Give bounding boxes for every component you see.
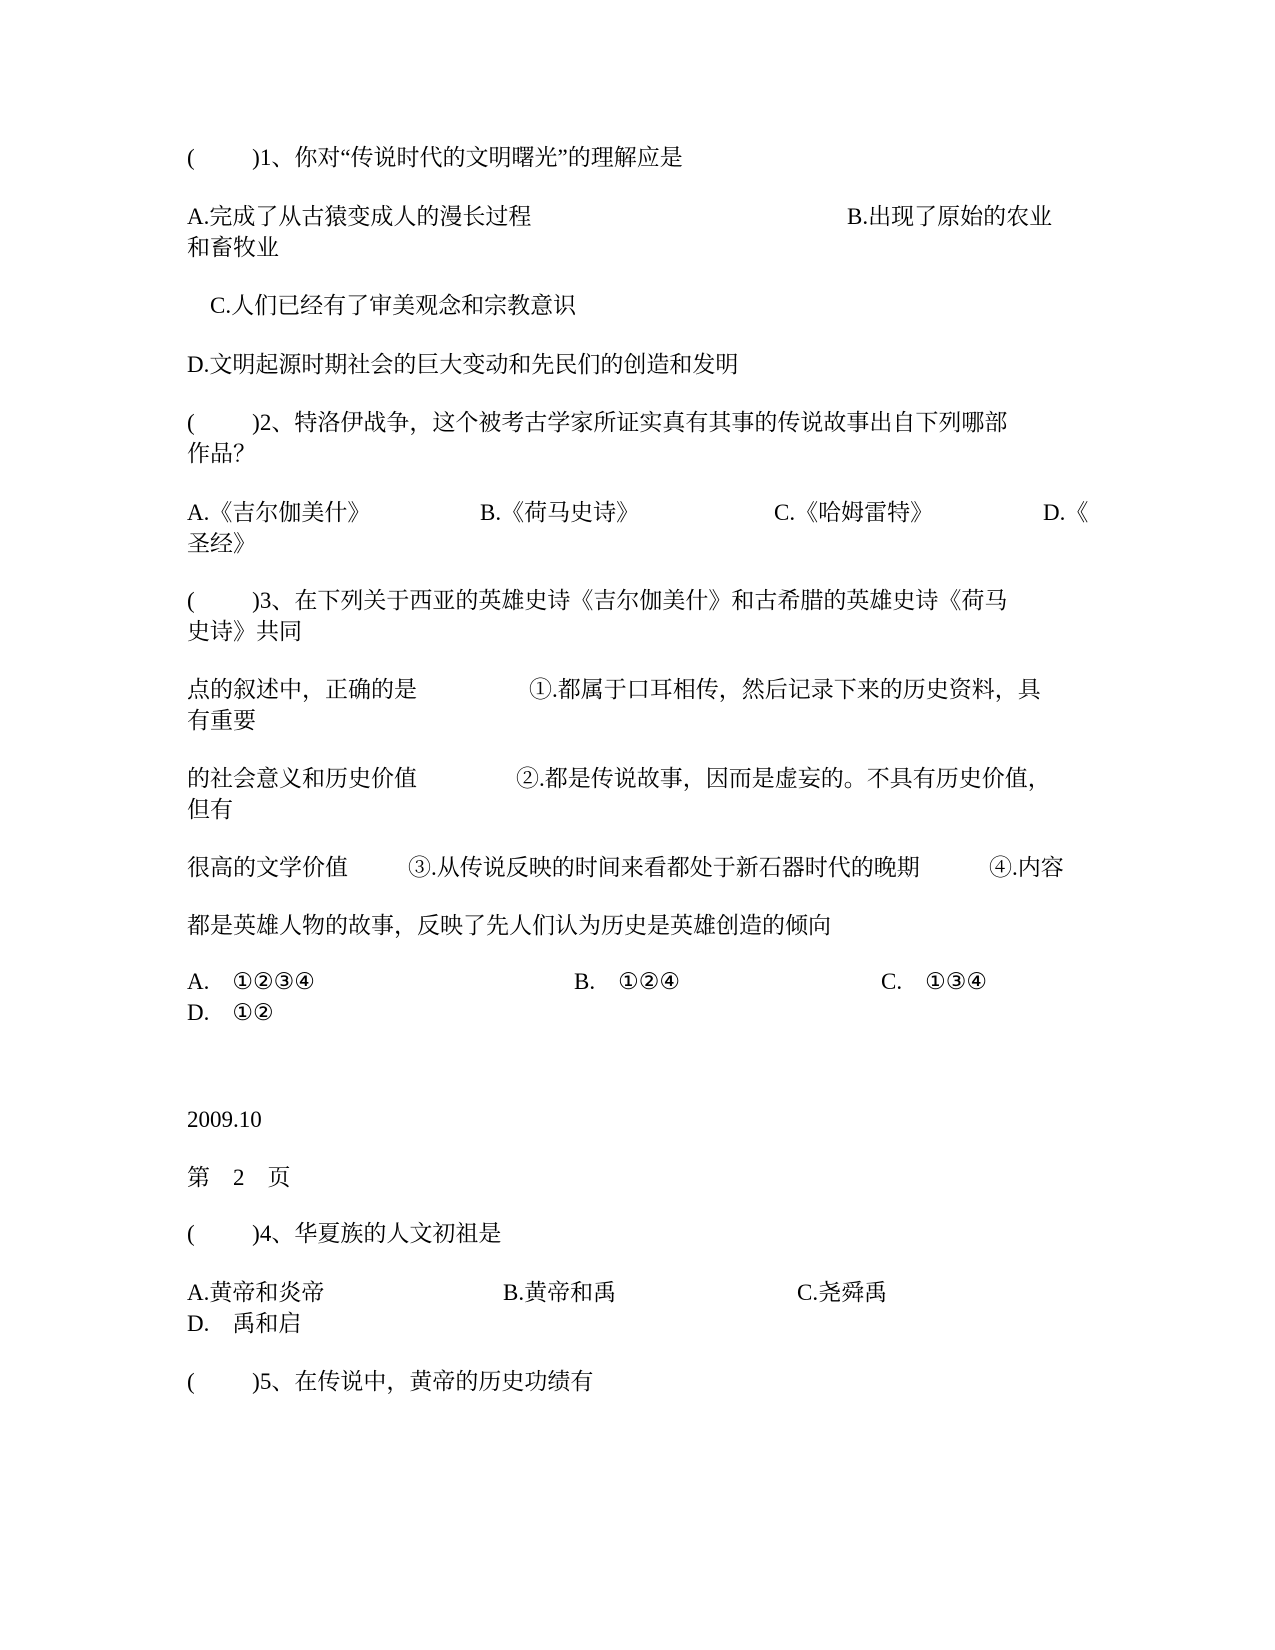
question-1-option-b-continued: 和畜牧业 <box>187 235 279 260</box>
question-2-option-b: B.《荷马史诗》 <box>480 500 640 525</box>
question-2-option-a: A.《吉尔伽美什》 <box>187 500 371 525</box>
question-4-option-a: A.黄帝和炎帝 <box>187 1280 325 1305</box>
question-3-options <box>187 966 1087 1028</box>
question-2-stem <box>187 407 1087 469</box>
question-3-line-4-left: 很高的文学价值 <box>187 855 348 880</box>
question-3-option-b: B. ①②④ <box>574 969 680 994</box>
question-3-statement-1-continued: 有重要 <box>187 708 256 733</box>
question-2-options <box>187 497 1087 559</box>
question-4-options <box>187 1277 1087 1339</box>
question-3-statements-3-4 <box>187 852 1087 883</box>
question-2-option-d-continued: 圣经》 <box>187 531 256 556</box>
page-number: 第 2 页 <box>187 1165 291 1190</box>
question-3-option-c: C. ①③④ <box>881 969 987 994</box>
question-4-stem: ( )4、华夏族的人文初祖是 <box>187 1221 502 1246</box>
document-date: 2009.10 <box>187 1107 262 1132</box>
question-4-option-c: C.尧舜禹 <box>797 1280 888 1305</box>
question-3-statement-2-continued: 但有 <box>187 797 233 822</box>
question-3-line-3-left: 的社会意义和历史价值 <box>187 766 417 791</box>
question-3-line-2-left: 点的叙述中，正确的是 <box>187 677 417 702</box>
question-1-options-ab <box>187 201 1087 263</box>
question-1-option-d: D.文明起源时期社会的巨大变动和先民们的创造和发明 <box>187 352 739 377</box>
question-3-statement-4-continued: 都是英雄人物的故事，反映了先人们认为历史是英雄创造的倾向 <box>187 913 831 938</box>
question-3-statement-1-text: ①.都属于口耳相传，然后记录下来的历史资料，具 <box>529 677 1041 702</box>
question-2-stem-line-1: ( )2、特洛伊战争，这个被考古学家所证实真有其事的传说故事出自下列哪部 <box>187 410 1008 435</box>
question-3-statement-2 <box>187 763 1087 825</box>
question-5-stem: ( )5、在传说中，黄帝的历史功绩有 <box>187 1369 594 1394</box>
question-3-stem <box>187 585 1087 647</box>
question-3-statement-1 <box>187 674 1087 736</box>
question-3-statement-3-text: ③.从传说反映的时间来看都处于新石器时代的晚期 <box>408 855 920 880</box>
question-2-option-c: C.《哈姆雷特》 <box>774 500 934 525</box>
question-1-option-c: C.人们已经有了审美观念和宗教意识 <box>187 293 577 318</box>
question-3-option-d: D. ①② <box>187 1000 274 1025</box>
question-4-option-d: D. 禹和启 <box>187 1311 302 1336</box>
question-3-line-1: ( )3、在下列关于西亚的英雄史诗《吉尔伽美什》和古希腊的英雄史诗《荷马 <box>187 588 1008 613</box>
question-2-stem-line-2: 作品？ <box>187 441 256 466</box>
question-1-option-b: B.出现了原始的农业 <box>847 204 1053 229</box>
question-1-stem: ( )1、你对“传说时代的文明曙光”的理解应是 <box>187 145 683 170</box>
question-4-option-b: B.黄帝和禹 <box>503 1280 617 1305</box>
question-3-option-a: A. ①②③④ <box>187 969 315 994</box>
question-3-line-1-continued: 史诗》共同 <box>187 619 302 644</box>
question-1-option-a: A.完成了从古猿变成人的漫长过程 <box>187 204 532 229</box>
question-3-statement-4-text: ④.内容 <box>989 855 1064 880</box>
question-2-option-d: D.《 <box>1043 500 1089 525</box>
question-3-statement-2-text: ②.都是传说故事，因而是虚妄的。不具有历史价值， <box>516 766 1051 791</box>
